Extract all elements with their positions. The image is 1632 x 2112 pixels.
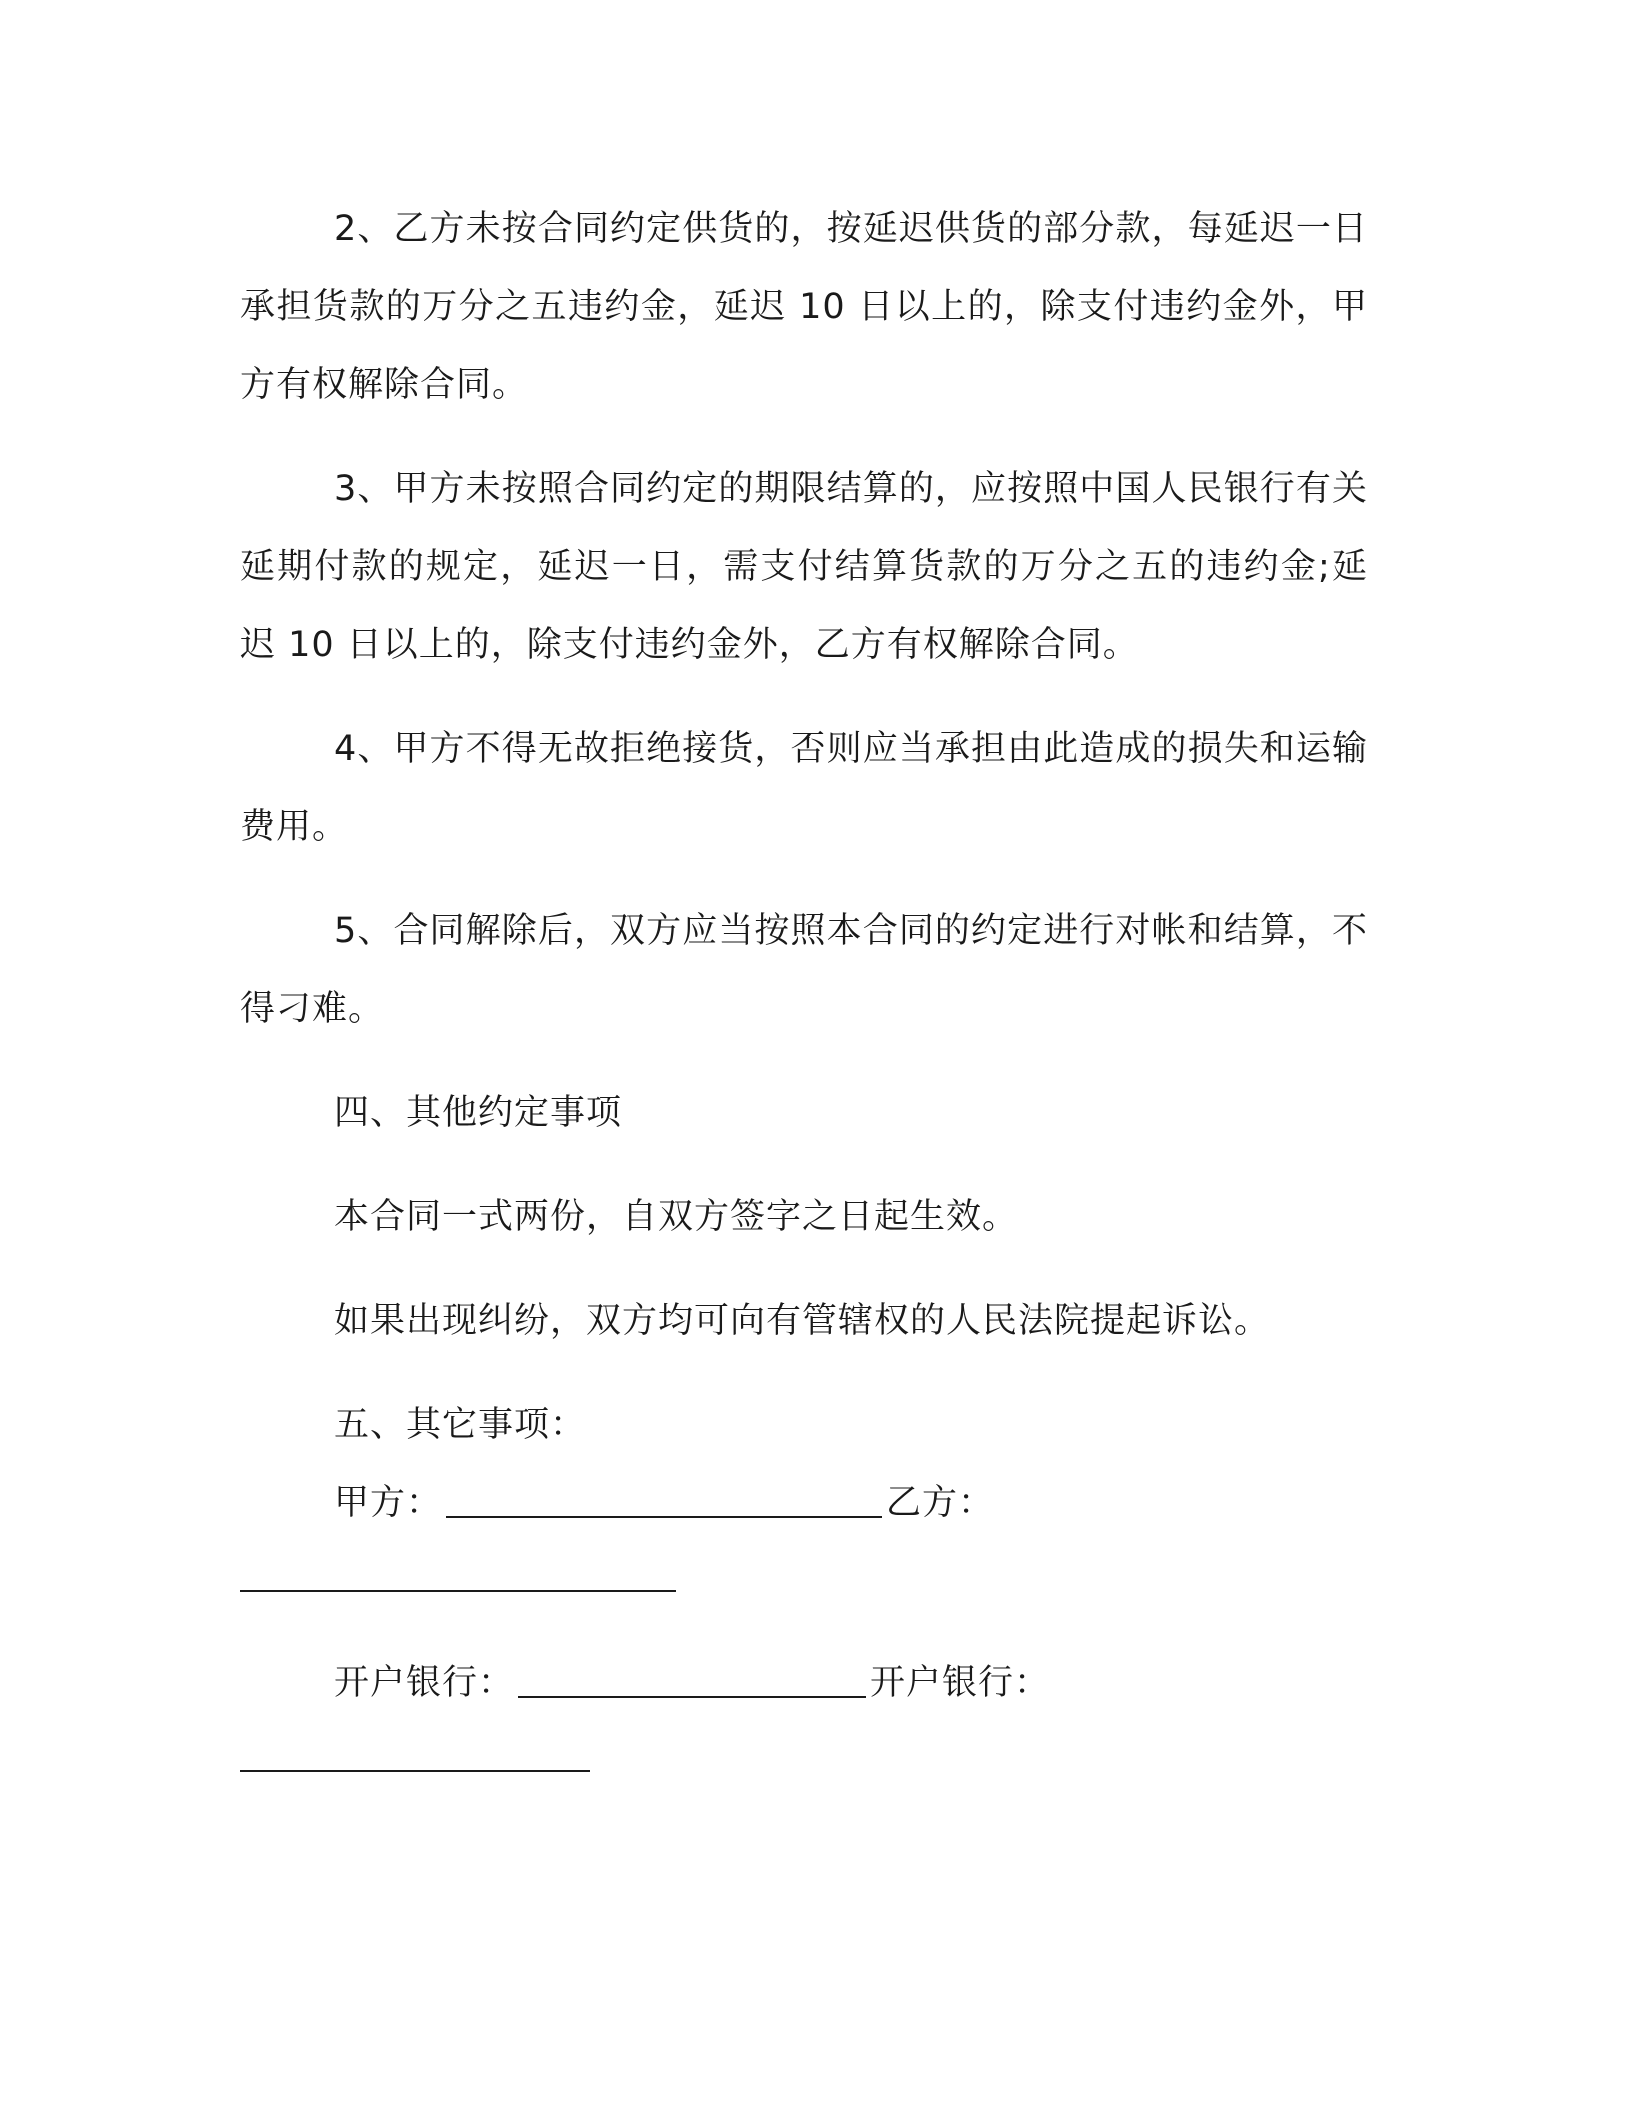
clause-4: 4、甲方不得无故拒绝接货，否则应当承担由此造成的损失和运输费用。 [240, 729, 1368, 847]
section-four-line-2: 如果出现纠纷，双方均可向有管辖权的人民法院提起诉讼。 [334, 1301, 1271, 1341]
bank-b-signature-blank[interactable] [240, 1768, 590, 1772]
bank-a-label: 开户银行： [334, 1663, 515, 1703]
party-a-label: 甲方： [334, 1483, 443, 1523]
party-b-signature-blank[interactable] [240, 1588, 676, 1592]
bank-b-label: 开户银行： [870, 1663, 1051, 1703]
document-body [240, 190, 1368, 1812]
party-a-signature-blank[interactable] [446, 1482, 882, 1518]
party-signature-row [240, 1464, 1368, 1542]
section-four-line-1: 本合同一式两份，自双方签字之日起生效。 [334, 1197, 1019, 1237]
clause-5: 5、合同解除后，双方应当按照本合同的约定进行对帐和结算，不得刁难。 [240, 911, 1368, 1029]
bank-a-signature-blank[interactable] [518, 1662, 866, 1698]
clause-3: 3、甲方未按照合同约定的期限结算的，应按照中国人民银行有关延期付款的规定，延迟一日，需支付结算货款的万分之五的违约金;延迟 10 日以上的，除支付违约金外，乙方有权解除合同。 [240, 469, 1368, 665]
bank-signature-row [240, 1644, 1368, 1722]
party-b-signature-blank-row [240, 1554, 1368, 1632]
clause-2: 2、乙方未按合同约定供货的，按延迟供货的部分款，每延迟一日承担货款的万分之五违约金，延迟 10 日以上的，除支付违约金外，甲方有权解除合同。 [240, 209, 1368, 405]
section-five-heading: 五、其它事项： [334, 1405, 587, 1445]
section-four-heading: 四、其他约定事项 [334, 1093, 623, 1133]
party-b-label: 乙方： [886, 1483, 995, 1523]
bank-b-signature-blank-row [240, 1734, 1368, 1812]
